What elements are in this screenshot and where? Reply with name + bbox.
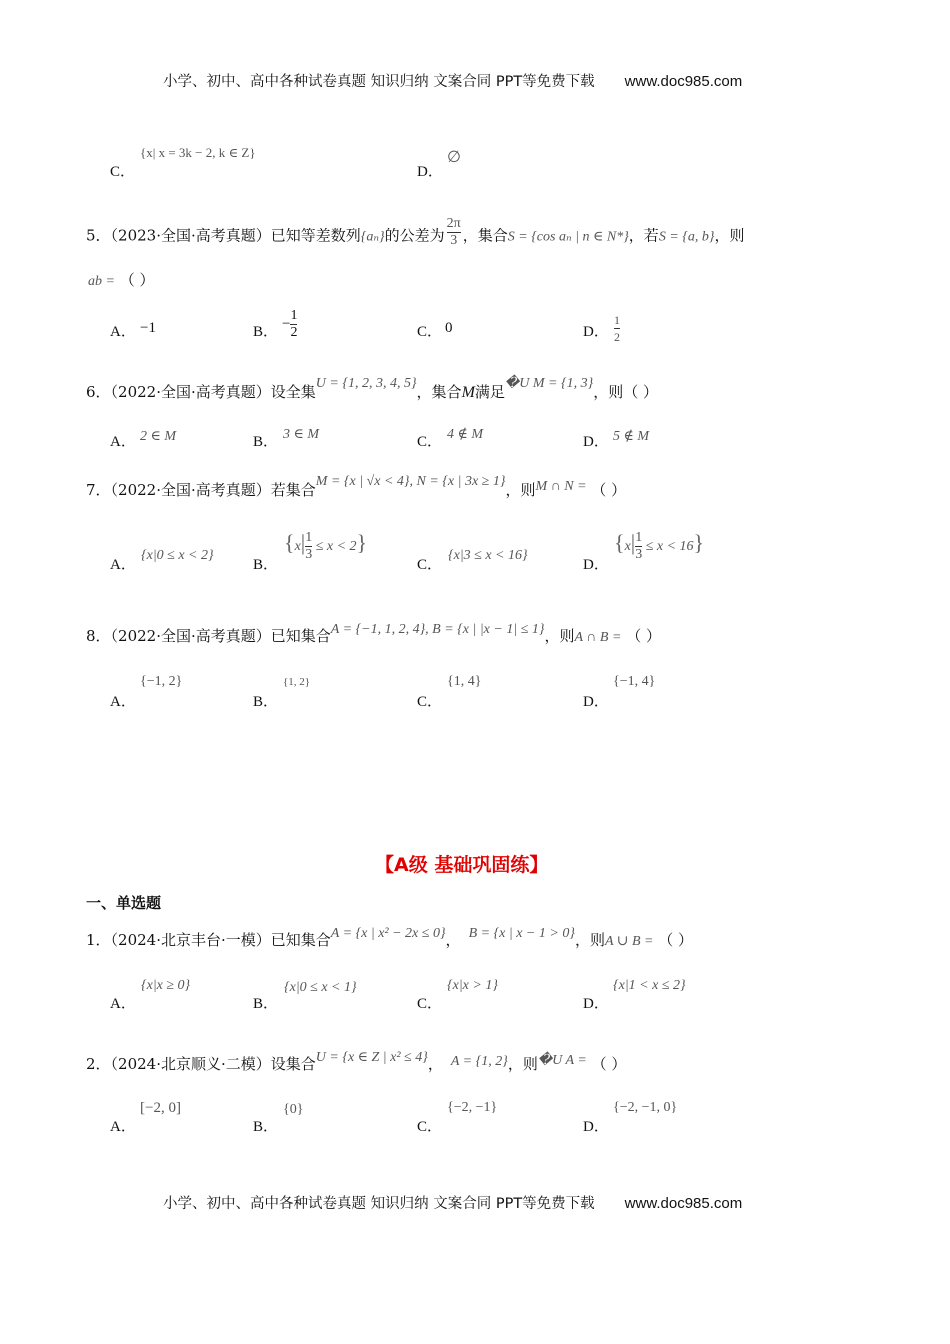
q8-option-b-value: {1, 2} [283, 676, 311, 688]
q7-option-c-label: C． [417, 557, 443, 573]
s1-option-a-value: {x|x ≥ 0} [141, 978, 191, 993]
q5-line2 [88, 270, 155, 292]
q7-option-a-value: {x|0 ≤ x < 2} [141, 548, 214, 563]
q6-option-d-value: 5 ∉ M [613, 429, 650, 444]
q6-number: 6． [86, 383, 111, 401]
s2-option-c-label: C． [417, 1119, 443, 1135]
q8-option-d-value: {−1, 4} [613, 674, 656, 689]
q8-option-a-label: A． [110, 694, 136, 710]
s2-option-a-label: A． [110, 1119, 136, 1135]
q6-complement: �U M = {1, 3} [504, 376, 594, 391]
q5-option-a-value: −1 [140, 320, 156, 336]
q5-expr: ab = [88, 274, 115, 289]
s2-expr: �U A = [537, 1053, 587, 1068]
q7-option-d-label: D． [583, 557, 609, 573]
question-5 [86, 216, 745, 253]
s1-option-d-value: {x|1 < x ≤ 2} [613, 978, 686, 993]
frac-den: 3 [450, 233, 458, 248]
q7-option-d-value: {x| $\frac{1}{3}$ ≤ x < 16} [614, 530, 705, 563]
q6-option-b-value: 3 ∈ M [283, 427, 320, 442]
q6-m: M [461, 384, 475, 401]
s2-set-a: A = {1, 2} [450, 1054, 508, 1069]
q5-set-s2: S = {a, b} [658, 229, 715, 245]
answer-paren: （ ） [658, 931, 694, 949]
s2-comma: ， [427, 1055, 443, 1073]
answer-paren: （ ） [119, 271, 155, 289]
s1-option-b-label: B． [253, 996, 279, 1012]
s1-option-b-value: {x|0 ≤ x < 1} [284, 980, 357, 995]
s1-set-a: A = {x | x² − 2x ≤ 0} [330, 926, 446, 941]
q4-option-d-value: ∅ [447, 149, 461, 166]
q5-text: ，若 [628, 226, 659, 245]
q5-seq: {aₙ} [360, 229, 385, 245]
q8-number: 8． [86, 627, 111, 645]
s2-option-d-label: D． [583, 1119, 609, 1135]
s1-option-c-value: {x|x > 1} [447, 978, 498, 993]
s2-text: 设集合 [270, 1055, 316, 1073]
s2-option-b-label: B． [253, 1119, 279, 1135]
s2-option-a-value: [−2, 0] [140, 1100, 181, 1116]
q7-option-b-label: B． [253, 557, 279, 573]
page-footer [163, 1192, 742, 1213]
q6-option-b-label: B． [253, 434, 279, 450]
q5-option-a-label: A． [110, 324, 136, 340]
footer-text: 小学、初中、高中各种试卷真题 知识归纳 文案合同 PPT等免费下载 [163, 1196, 595, 1212]
q7-number: 7． [86, 481, 111, 499]
q6-option-c-value: 4 ∉ M [447, 427, 484, 442]
section-subhead: 一、单选题 [86, 894, 162, 912]
q5-option-c-label: C． [417, 324, 443, 340]
q8-option-c-value: {1, 4} [447, 674, 482, 689]
q7-option-c-value: {x|3 ≤ x < 16} [448, 548, 528, 563]
q8-expr: A ∩ B = [574, 630, 622, 645]
s2-option-b-value: {0} [283, 1102, 304, 1117]
question-8 [86, 622, 661, 648]
q4-option-c-label: C． [110, 164, 136, 180]
s1-number: 1． [86, 931, 111, 949]
q7-option-a-label: A． [110, 557, 136, 573]
q4-option-d-label: D． [417, 164, 443, 180]
q8-option-c-label: C． [417, 694, 443, 710]
q7-text: ，则 [505, 481, 536, 499]
page-header [163, 70, 742, 91]
q5-option-d-label: D． [583, 324, 609, 340]
footer-url[interactable]: www.doc985.com [624, 1195, 743, 1212]
q7-option-b-value: {x| $\frac{1}{3}$ ≤ x < 2} [284, 530, 368, 563]
q6-text: ，则（ ） [593, 383, 658, 401]
question-s2 [86, 1050, 627, 1076]
q6-source: （2022·全国·高考真题） [110, 383, 271, 401]
question-s1 [86, 926, 694, 952]
q4-option-c-value: {x| x = 3k − 2, k ∈ Z} [140, 145, 256, 160]
q7-text: 若集合 [270, 481, 316, 499]
q8-option-b-label: B． [253, 694, 279, 710]
q5-option-b-value: − $\frac{1}{2}$ [282, 308, 298, 340]
q5-source: （2023·全国·高考真题） [110, 226, 271, 245]
q6-text: 满足 [474, 383, 505, 401]
q5-fraction [447, 216, 461, 249]
answer-paren: （ ） [591, 481, 627, 499]
q8-text: 已知集合 [270, 627, 331, 645]
s1-option-c-label: C． [417, 996, 443, 1012]
q8-sets: A = {−1, 1, 2, 4}, B = {x | |x − 1| ≤ 1} [330, 622, 545, 637]
s2-text: ，则 [507, 1055, 538, 1073]
q7-source: （2022·全国·高考真题） [110, 481, 271, 499]
s1-comma: ， [445, 931, 461, 949]
s1-source: （2024·北京丰台·一模） [110, 931, 271, 949]
header-text: 小学、初中、高中各种试卷真题 知识归纳 文案合同 PPT等免费下载 [163, 74, 595, 90]
q8-source: （2022·全国·高考真题） [110, 627, 271, 645]
section-title: 【A级 基础巩固练】 [375, 854, 549, 876]
answer-paren: （ ） [626, 627, 661, 645]
q7-sets: M = {x | √x < 4}, N = {x | 3x ≥ 1} [315, 474, 506, 489]
q6-option-a-value: 2 ∈ M [140, 429, 177, 444]
q5-number: 5． [86, 226, 111, 245]
s2-number: 2． [86, 1055, 111, 1073]
s1-text: ，则 [574, 931, 605, 949]
question-7 [86, 474, 627, 502]
q5-text: 的公差为 [384, 226, 445, 245]
q6-option-a-label: A． [110, 434, 136, 450]
q5-text: ，集合 [462, 226, 508, 245]
s1-text: 已知集合 [270, 931, 331, 949]
s1-expr: A ∪ B = [604, 934, 654, 949]
q5-text: 已知等差数列 [270, 226, 361, 245]
q8-option-d-label: D． [583, 694, 609, 710]
q6-text: 设全集 [270, 383, 316, 401]
s2-option-c-value: {−2, −1} [447, 1100, 498, 1115]
q6-text: ，集合 [416, 383, 462, 401]
q8-option-a-value: {−1, 2} [140, 674, 183, 689]
q5-option-b-label: B． [253, 324, 279, 340]
q7-expr: M ∩ N = [535, 479, 587, 494]
s1-option-d-label: D． [583, 996, 609, 1012]
q5-option-d-value: $\frac{1}{2}$ [614, 313, 620, 344]
q5-set-s: S = {cos aₙ | n ∈ N*} [507, 229, 629, 245]
question-6 [86, 376, 658, 404]
q5-text: ，则 [714, 226, 745, 245]
answer-paren: （ ） [591, 1055, 627, 1073]
q6-option-c-label: C． [417, 434, 443, 450]
header-url[interactable]: www.doc985.com [624, 73, 743, 90]
s2-set-u: U = {x ∈ Z | x² ≤ 4} [315, 1050, 428, 1065]
frac-num: 2π [446, 216, 461, 231]
s2-option-d-value: {−2, −1, 0} [613, 1100, 678, 1115]
s2-source: （2024·北京顺义·二模） [110, 1055, 271, 1073]
s1-set-b: B = {x | x − 1 > 0} [468, 926, 575, 941]
q6-set-u: U = {1, 2, 3, 4, 5} [315, 376, 417, 391]
q8-text: ，则 [544, 627, 575, 645]
s1-option-a-label: A． [110, 996, 136, 1012]
q5-option-c-value: 0 [445, 320, 453, 336]
q6-option-d-label: D． [583, 434, 609, 450]
